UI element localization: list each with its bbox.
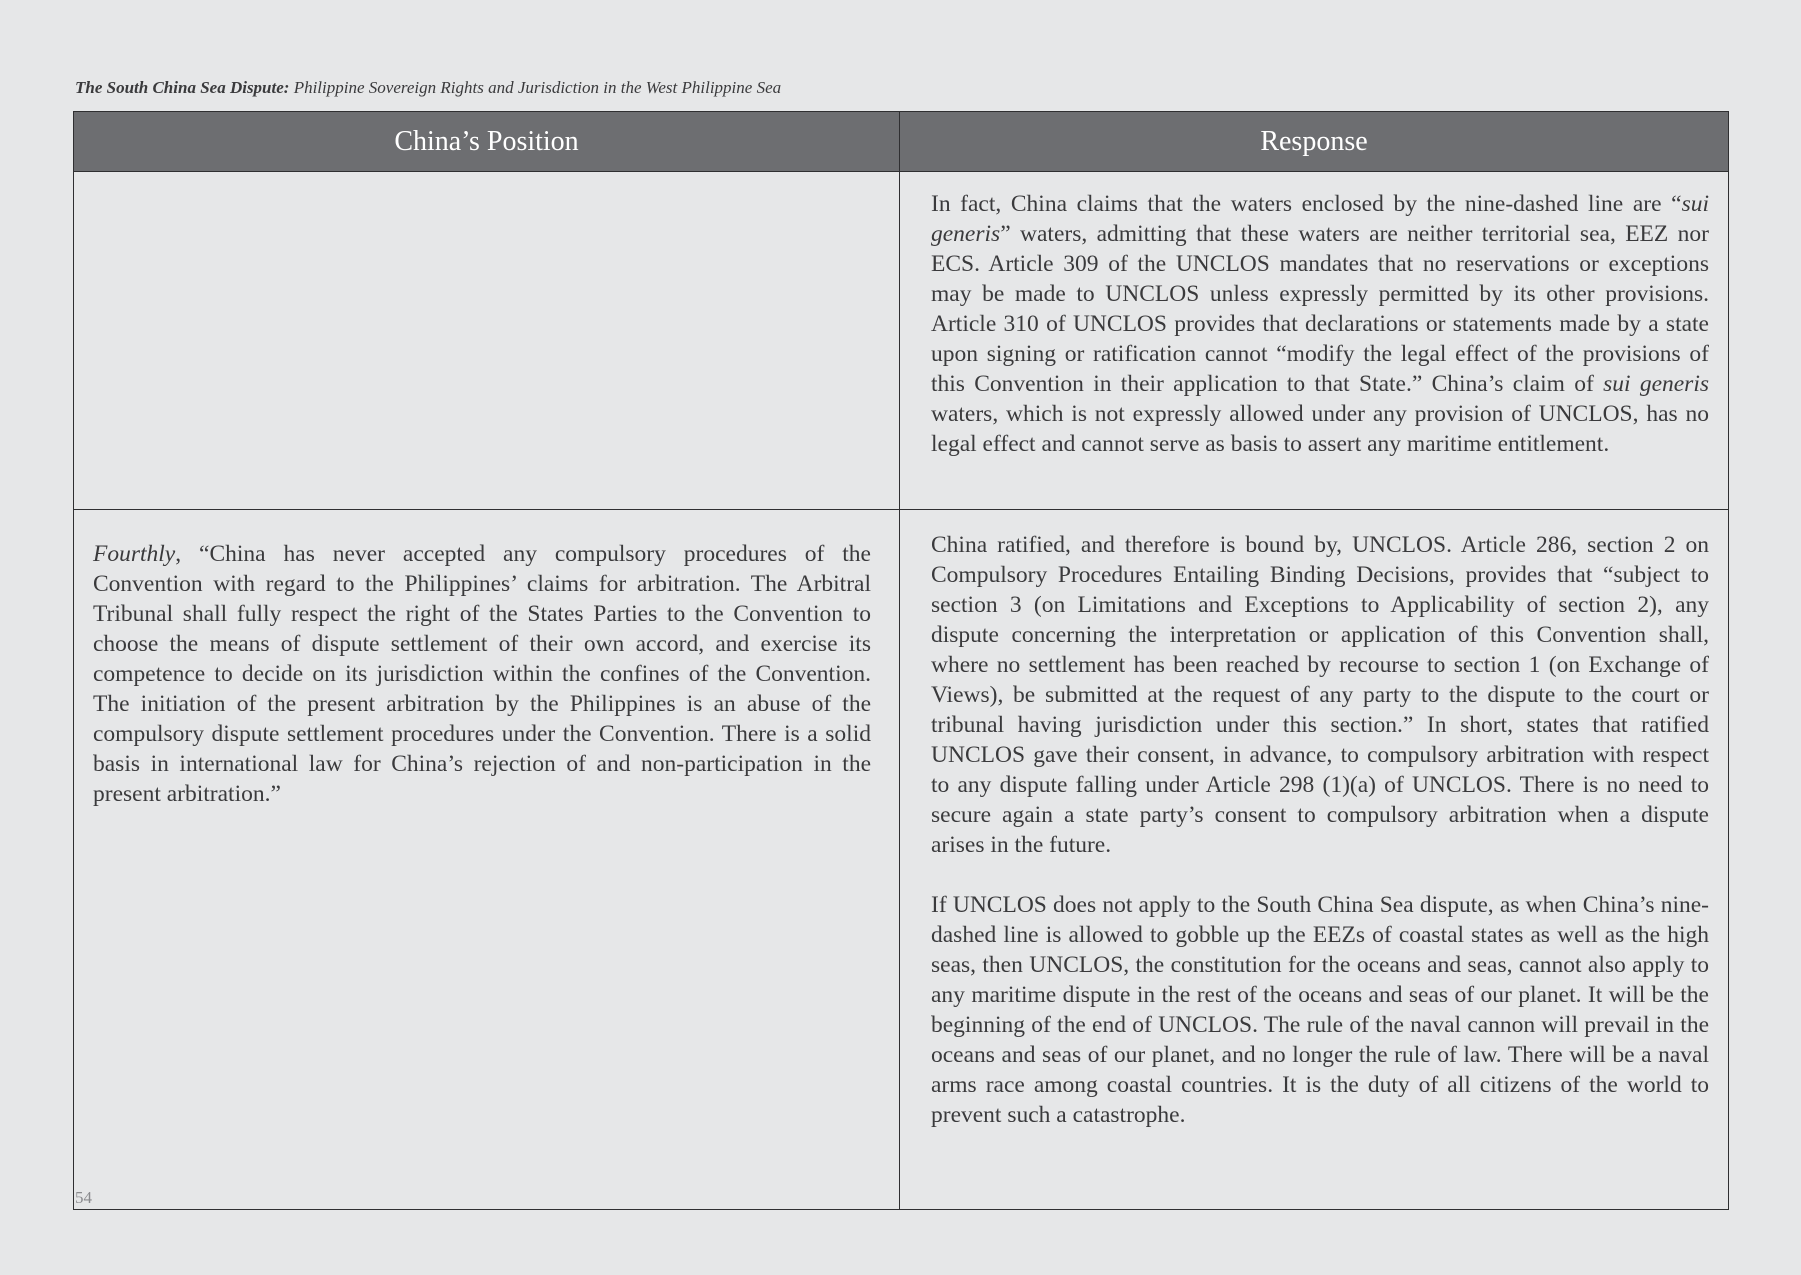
running-header — [75, 78, 781, 98]
running-header-title: The South China Sea Dispute: — [75, 78, 290, 97]
response-paragraph — [931, 189, 1709, 459]
table-header-row — [74, 112, 1729, 172]
response-paragraph: China ratified, and therefore is bound by, UNCLOS. Article 286, section 2 on Compulsory Procedures Entailing Binding Decisions, provides that “subject to section 3 (on Limitations and Exceptions to Applicability of section 2), any dispute concerning the interpretation or application of this Convention shall, where no settlement has been reached by recourse to section 1 (on Exchange of Views), be submitted at the request of any party to the dispute to the court or tribunal having jurisdiction under this section.” In short, states that ratified UNCLOS gave their consent, in advance, to compulsory arbitration with respect to any dispute falling under Article 298 (1)(a) of UNCLOS. There is no need to secure again a state party’s consent to compulsory arbitration when a dispute arises in the future. — [931, 532, 1709, 858]
position-italic-lead: Fourthly — [93, 541, 176, 567]
running-header-subtitle: Philippine Sovereign Rights and Jurisdiction in the West Philippine Sea — [289, 78, 782, 97]
column-header-response: Response — [900, 112, 1729, 172]
position-cell — [74, 510, 900, 1210]
position-response-table — [73, 111, 1729, 1210]
response-italic-term: sui generis — [931, 191, 1709, 247]
response-cell — [900, 510, 1729, 1210]
position-cell-empty — [74, 172, 900, 510]
response-text: In fact, China claims that the waters enclosed by the nine-dashed line are “ — [931, 191, 1682, 217]
response-text: ” waters, admitting that these waters are neither territorial sea, EEZ nor ECS. Article 309 of the UNCLOS mandates that no reservations or exceptions may be made to UNCLOS unless expressly permitted by its other provisions. Article 310 of UNCLOS provides that declarations or statements made by a state upon signing or ratification cannot “modify the legal effect of the provisions of this Convention in their application to that State.” China’s claim of — [931, 221, 1709, 397]
page-number: 54 — [75, 1188, 92, 1207]
table-row — [74, 172, 1729, 510]
position-paragraph — [93, 539, 871, 809]
column-header-chinas-position: China’s Position — [74, 112, 900, 172]
response-text: waters, which is not expressly allowed under any provision of UNCLOS, has no legal effect and cannot serve as basis to assert any maritime entitlement. — [931, 401, 1709, 457]
response-cell — [900, 172, 1729, 510]
table-row — [74, 510, 1729, 1210]
response-italic-term: sui generis — [1603, 371, 1710, 397]
response-paragraph: If UNCLOS does not apply to the South China Sea dispute, as when China’s nine-dashed line is allowed to gobble up the EEZs of coastal states as well as the high seas, then UNCLOS, the constitution for the oceans and seas, cannot also apply to any maritime dispute in the rest of the oceans and seas of our planet. It will be the beginning of the end of UNCLOS. The rule of the naval cannon will prevail in the oceans and seas of our planet, and no longer the rule of law. There will be a naval arms race among coastal countries. It is the duty of all citizens of the world to prevent such a catastrophe. — [931, 892, 1709, 1128]
position-text: , “China has never accepted any compulsory procedures of the Convention with regard to the Philippines’ claims for arbitration. The Arbitral Tribunal shall fully respect the right of the States Parties to the Convention to choose the means of dispute settlement of their own accord, and exercise its competence to decide on its jurisdiction within the confines of the Convention. The initiation of the present arbitration by the Philippines is an abuse of the compulsory dispute settlement procedures under the Convention. There is a solid basis in international law for China’s rejection of and non-participation in the present arbitration.” — [93, 541, 871, 807]
